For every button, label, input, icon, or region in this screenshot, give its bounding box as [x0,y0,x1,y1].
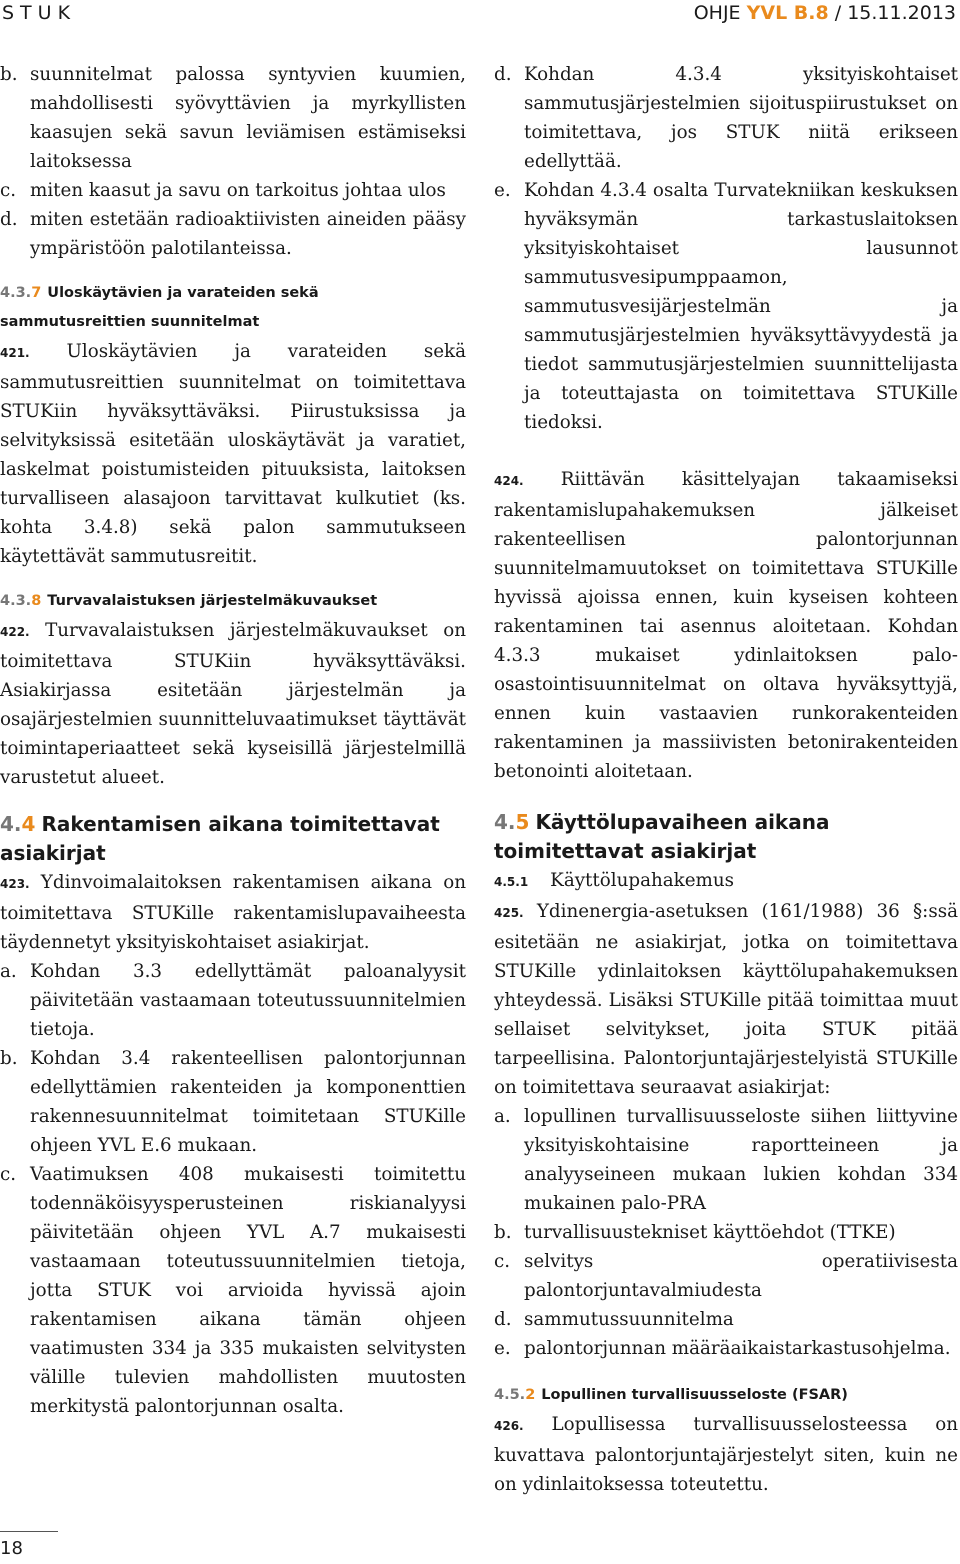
list-item: b. turvallisuustekniset käyttöehdot (TTKE) [494,1222,896,1243]
stuk-logo-text: STUK [2,2,77,24]
section-heading-4-3-7: 4.3.7 Uloskäytävien ja varateiden sekä sammutusreittien suunnitelmat [0,285,319,330]
page-number: 18 [0,1538,23,1559]
list-item: b. Kohdan 3.4 rakenteellisen palontorjunnan edellyttämien rakenteiden ja komponenttien rakennesuunnitelmat toimitetaan STUKille ohjeen YVL E.6 mukaan. [0,1048,466,1156]
guide-date: / 15.11.2013 [834,2,956,24]
section-heading-4-3-8: 4.3.8 Turvavalaistuksen järjestelmäkuvaukset [0,593,378,609]
section-heading-4-5: 4.5 Käyttölupavaiheen aikana toimitettavat asiakirjat [494,810,830,863]
paragraph-426: 426. Lopullisessa turvallisuusselosteessa on kuvattava palontorjuntajärjestelyt siten, kuin ne on ydinlaitoksessa toteutettu. [494,1414,958,1495]
list-item: c. miten kaasut ja savu on tarkoitus johtaa ulos [0,180,446,201]
list-item: d. sammutussuunnitelma [494,1309,734,1330]
paragraph-421: 421. Uloskäytävien ja varateiden sekä sammutusreittien suunnitelmat on toimitettava STUKiin hyväksyttäväksi. Piirustuksissa ja selvityksissä esitetään uloskäytävät ja varatiet, laskelmat poistumisteiden pituuksista, laitoksen turvalliseen alasajoon tarvittavat kulkutiet (ks. kohta 3.4.8) sekä palon sammutukseen käytettävät sammutusreitit. [0,341,467,567]
guide-code: YVL B.8 [746,2,829,24]
paragraph-424: 424. Riittävän käsittelyajan takaamiseksi rakentamislupahakemuksen jälkeiset rakenteellisen palontorjunnan suunnitelmamuutokset on toimitettava STUKille hyvissä ajoissa ennen, kuin kyseisen kohteen rakentaminen tai asennus aloitetaan. Kohdan 4.3.3 mukaiset ydinlaitoksen palo-osastointisuunnitelmat on oltava hyväksyttyjä, ennen kuin vastaavien runkorakenteiden rakentaminen ja massiivisten betonirakenteiden betonointi aloitetaan. [494,469,959,782]
list-item: a. Kohdan 3.3 edellyttämät paloanalyysit päivitetään vastaamaan toteutussuunnitelmien tietoja. [0,961,466,1040]
page-header [0,0,960,30]
list-item: c. selvitys operatiivisesta palontorjuntavalmiudesta [494,1251,958,1301]
paragraph-425: 425. Ydinenergia-asetuksen (161/1988) 36 §:ssä esitetään ne asiakirjat, jotka on toimitettava STUKille ydinlaitoksen käyttölupahakemuksen yhteydessä. Lisäksi STUKille pitää toimittaa muut sellaiset selvitykset, joita STUK pitää tarpeellisina. Palontorjuntajärjestelyistä STUKille on toimitettava seuraavat asiakirjat: [494,901,958,1098]
footer-divider [0,1531,58,1532]
subsection-heading-4-5-1: 4.5.1 Käyttölupahakemus [494,870,735,891]
list-item: c. Vaatimuksen 408 mukaisesti toimitettu todennäköisyysperusteinen riskianalyysi päivitetään ohjeen YVL A.7 mukaisesti vastaamaan toteutussuunnitelmien tietoja, jotta STUK voi arvioida hyvissä ajoin rakentamisen aikana tämän ohjeen vaatimusten 334 ja 335 mukaisten selvitysten välille tulevien mahdollisten muutosten merkitystä palontorjunnan osalta. [0,1164,466,1417]
paragraph-422: 422. Turvavalaistuksen järjestelmäkuvaukset on toimitettava STUKiin hyväksyttäväksi. Asiakirjassa esitetään järjestelmän ja osajärjestelmien suunnitteluvaatimukset täyttävät toimintaperiaatteet sekä kyseisillä järjestelmillä varustetut alueet. [0,620,466,788]
list-item: e. Kohdan 4.3.4 osalta Turvatekniikan keskuksen hyväksymän tarkastuslaitoksen yksityiskohtaiset lausunnot sammutusvesipumppaamon, sammutusvesijärjestelmän ja sammutusjärjestelmien hyväksyttävyydestä ja tiedot sammutusjärjestelmien suunnittelijasta ja toteuttajasta on toimitettava STUKille tiedoksi. [494,180,958,433]
list-item: b. suunnitelmat palossa syntyvien kuumien, mahdollisesti syövyttävien ja myrkyllisten kaasujen sekä savun leviämisen estämiseksi laitoksessa [0,64,466,172]
list-item: d. Kohdan 4.3.4 yksityiskohtaiset sammutusjärjestelmien sijoituspiirustukset on toimitettava, jos STUK niitä erikseen edellyttää. [494,64,958,172]
list-item: d. miten estetään radioaktiivisten aineiden pääsy ympäristöön palotilanteissa. [0,209,466,259]
section-heading-4-5-2: 4.5.2 Lopullinen turvallisuusseloste (FSAR) [494,1387,848,1403]
list-item: e. palontorjunnan määräaikaistarkastusohjelma. [494,1338,951,1359]
right-column [494,60,958,1499]
section-heading-4-4: 4.4 Rakentamisen aikana toimitettavat asiakirjat [0,812,440,865]
left-column [0,60,466,1421]
guide-reference [694,2,956,24]
guide-prefix: OHJE [693,2,741,24]
paragraph-423: 423. Ydinvoimalaitoksen rakentamisen aikana on toimitettava STUKille rakentamislupavaiheesta täydennetyt yksityiskohtaiset asiakirjat. [0,872,467,953]
list-item: a. lopullinen turvallisuusseloste siihen liittyvine yksityiskohtaisine raportteineen ja analyyseineen mukaan lukien kohdan 334 mukainen palo-PRA [494,1106,958,1214]
